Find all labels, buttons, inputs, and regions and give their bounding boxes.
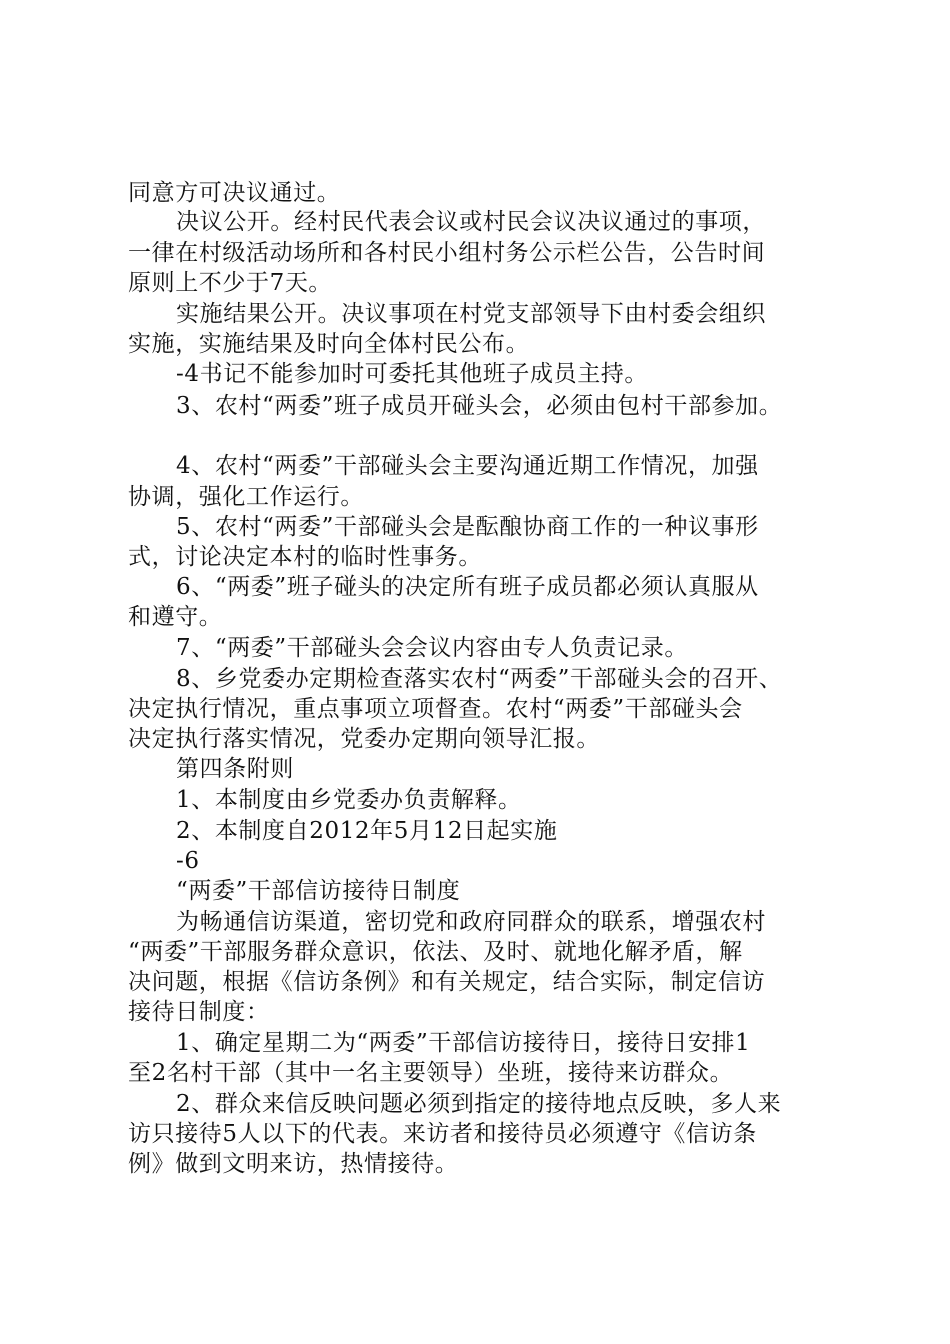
text-line: 接待日制度：	[128, 999, 270, 1025]
text-line: 2、群众来信反映问题必须到指定的接待地点反映，多人来	[176, 1091, 782, 1117]
text-line: 访只接待5人以下的代表。来访者和接待员必须遵守《信访条	[128, 1121, 757, 1147]
text-line: 例》做到文明来访，热情接待。	[128, 1151, 459, 1177]
text-line: 8、乡党委办定期检查落实农村“两委”干部碰头会的召开、	[176, 666, 783, 692]
text-line: 同意方可决议通过。	[128, 180, 341, 206]
text-line: 决定执行落实情况，党委办定期向领导汇报。	[128, 726, 600, 752]
text-line: 6、“两委”班子碰头的决定所有班子成员都必须认真服从	[176, 574, 759, 600]
text-line: 3、农村“两委”班子成员开碰头会，必须由包村干部参加。	[176, 393, 783, 419]
text-line: -4书记不能参加时可委托其他班子成员主持。	[176, 361, 649, 387]
text-line: 式，讨论决定本村的临时性事务。	[128, 544, 482, 570]
text-line: 决定执行情况，重点事项立项督查。农村“两委”干部碰头会	[128, 696, 743, 722]
text-line: 原则上不少于7天。	[128, 270, 333, 296]
text-line: 4、农村“两委”干部碰头会主要沟通近期工作情况，加强	[176, 453, 759, 479]
text-line: 一律在村级活动场所和各村民小组村务公示栏公告，公告时间	[128, 240, 766, 266]
text-line: 为畅通信访渠道，密切党和政府同群众的联系，增强农村	[176, 909, 766, 935]
text-line: 至2名村干部（其中一名主要领导）坐班，接待来访群众。	[128, 1060, 734, 1086]
text-line: 和遵守。	[128, 604, 223, 630]
text-line: 7、“两委”干部碰头会会议内容由专人负责记录。	[176, 635, 688, 661]
text-line: 1、本制度由乡党委办负责解释。	[176, 787, 522, 813]
section-heading: 第四条附则	[176, 756, 294, 782]
document-title: “两委”干部信访接待日制度	[176, 878, 461, 904]
text-line: 实施结果公开。决议事项在村党支部领导下由村委会组织	[176, 301, 766, 327]
text-line: 1、确定星期二为“两委”干部信访接待日，接待日安排1	[176, 1030, 751, 1056]
text-line: “两委”干部服务群众意识，依法、及时、就地化解矛盾，解	[128, 939, 743, 965]
page-number: -6	[176, 848, 200, 874]
text-line: 决议公开。经村民代表会议或村民会议决议通过的事项，	[176, 209, 766, 235]
text-line: 实施，实施结果及时向全体村民公布。	[128, 331, 530, 357]
text-line: 5、农村“两委”干部碰头会是酝酿协商工作的一种议事形	[176, 514, 759, 540]
text-line: 2、本制度自2012年5月12日起实施	[176, 818, 558, 844]
text-line: 决问题，根据《信访条例》和有关规定，结合实际，制定信访	[128, 969, 766, 995]
text-line: 协调，强化工作运行。	[128, 484, 364, 510]
